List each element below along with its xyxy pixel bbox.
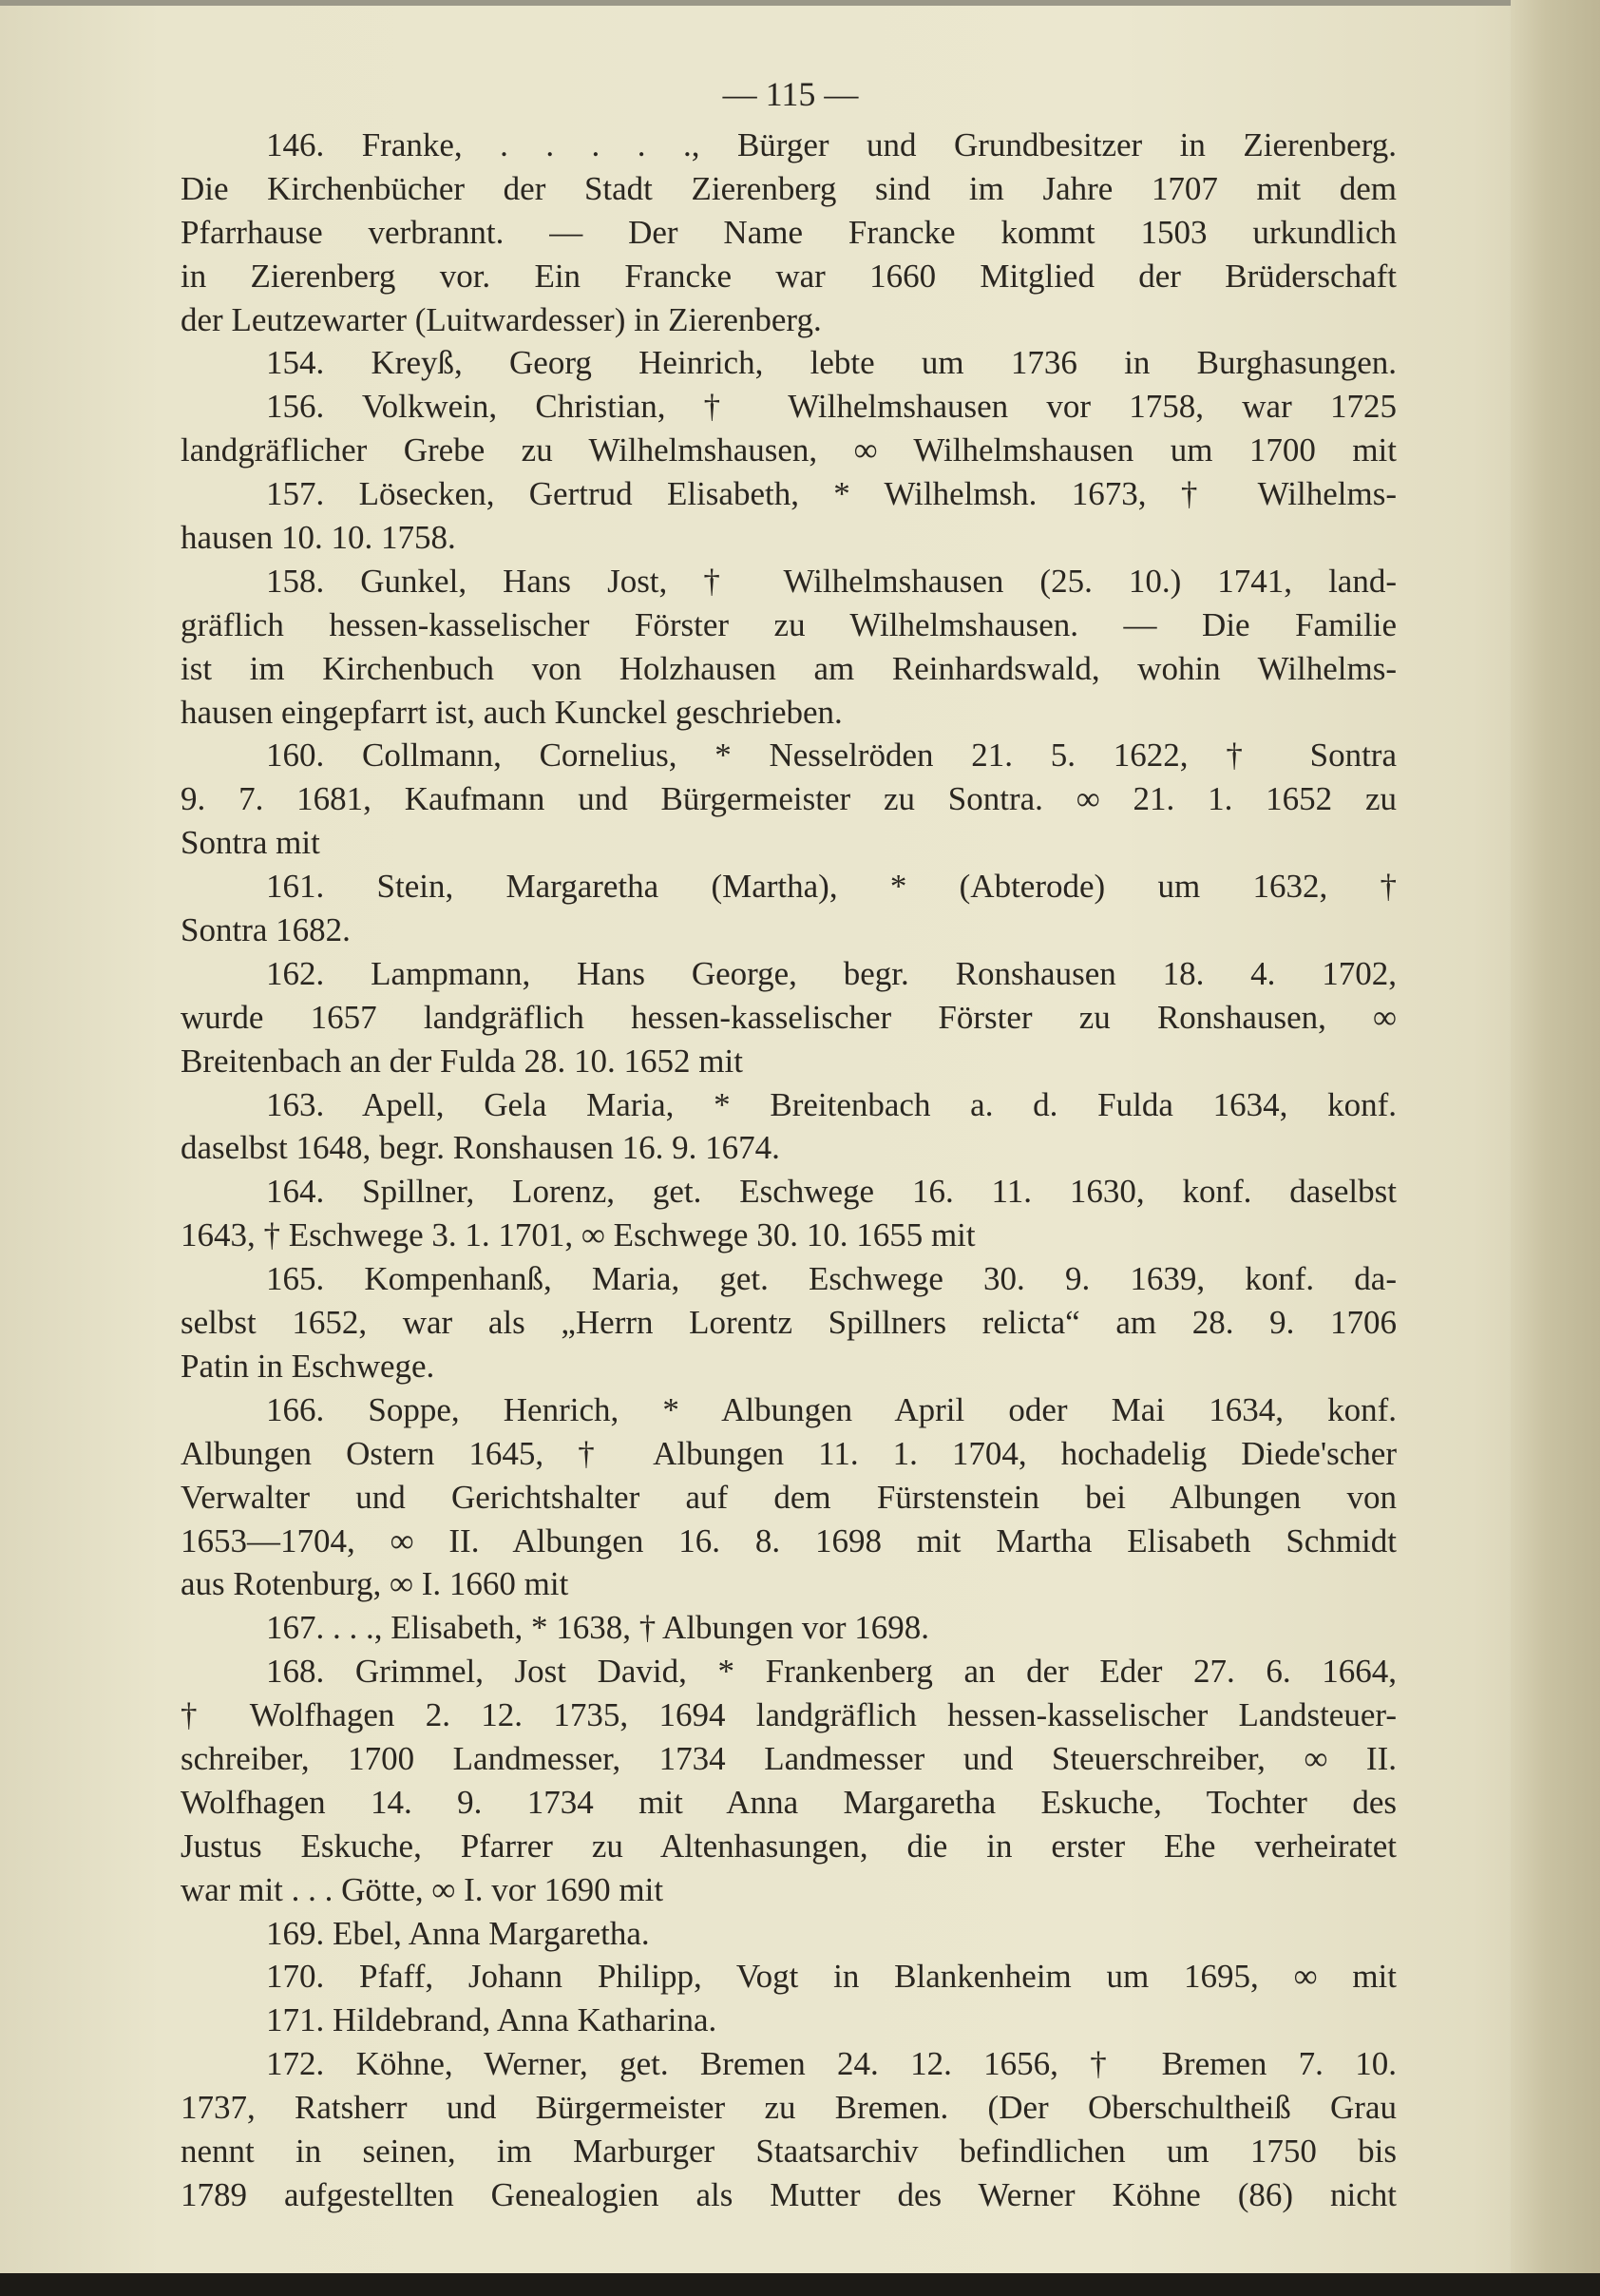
text-line: nennt in seinen, im Marburger Staatsarchiv befindlichen um 1750 bis bbox=[181, 2132, 1397, 2170]
text-line: hausen eingepfarrt ist, auch Kunckel geschrieben. bbox=[181, 693, 843, 731]
text-line: hausen 10. 10. 1758. bbox=[181, 519, 456, 557]
text-line: 1653—1704, ∞ II. Albungen 16. 8. 1698 mit Martha Elisabeth Schmidt bbox=[181, 1521, 1397, 1559]
text-line: wurde 1657 landgräflich hessen-kasselischer Förster zu Ronshausen, ∞ bbox=[181, 998, 1397, 1036]
text-line: 163. Apell, Gela Maria, * Breitenbach a. d. Fulda 1634, konf. bbox=[266, 1085, 1397, 1123]
text-line: aus Rotenburg, ∞ I. 1660 mit bbox=[181, 1565, 569, 1603]
text-line: 146. Franke, . . . . ., Bürger und Grundbesitzer in Zierenberg. bbox=[266, 126, 1397, 163]
page-bottom-edge bbox=[0, 2273, 1600, 2296]
text-line: 1789 aufgestellten Genealogien als Mutter des Werner Köhne (86) nicht bbox=[181, 2175, 1397, 2213]
text-line: 165. Kompenhanß, Maria, get. Eschwege 30. 9. 1639, konf. da- bbox=[266, 1260, 1397, 1298]
text-line: 9. 7. 1681, Kaufmann und Bürgermeister zu Sontra. ∞ 21. 1. 1652 zu bbox=[181, 780, 1397, 818]
text-line: schreiber, 1700 Landmesser, 1734 Landmesser und Steuerschreiber, ∞ II. bbox=[181, 1739, 1397, 1777]
text-line: 1737, Ratsherr und Bürgermeister zu Bremen. (Der Oberschultheiß Grau bbox=[181, 2089, 1397, 2127]
text-line: Breitenbach an der Fulda 28. 10. 1652 mit bbox=[181, 1042, 743, 1080]
text-line: 171. Hildebrand, Anna Katharina. bbox=[266, 2001, 717, 2039]
text-line: 164. Spillner, Lorenz, get. Eschwege 16. 11. 1630, konf. daselbst bbox=[266, 1173, 1397, 1211]
text-line: 154. Kreyß, Georg Heinrich, lebte um 1736 in Burghasungen. bbox=[266, 344, 1397, 382]
text-line: daselbst 1648, begr. Ronshausen 16. 9. 1674. bbox=[181, 1129, 780, 1167]
text-line: ist im Kirchenbuch von Holzhausen am Reinhardswald, wohin Wilhelms- bbox=[181, 649, 1397, 687]
text-line: 170. Pfaff, Johann Philipp, Vogt in Blankenheim um 1695, ∞ mit bbox=[266, 1958, 1397, 1996]
text-line: Pfarrhause verbrannt. — Der Name Francke kommt 1503 urkundlich bbox=[181, 213, 1397, 251]
text-line: Sontra 1682. bbox=[181, 911, 351, 949]
text-line: 168. Grimmel, Jost David, * Frankenberg an der Eder 27. 6. 1664, bbox=[266, 1653, 1397, 1691]
text-line: 161. Stein, Margaretha (Martha), * (Abterode) um 1632, † bbox=[266, 868, 1397, 906]
text-line: der Leutzewarter (Luitwardesser) in Zierenberg. bbox=[181, 300, 822, 338]
text-line: 160. Collmann, Cornelius, * Nesselröden 21. 5. 1622, † Sontra bbox=[266, 737, 1397, 775]
text-line: 169. Ebel, Anna Margaretha. bbox=[266, 1914, 650, 1952]
page-top-edge bbox=[0, 0, 1600, 6]
text-line: Die Kirchenbücher der Stadt Zierenberg sind im Jahre 1707 mit dem bbox=[181, 169, 1397, 207]
text-line: landgräflicher Grebe zu Wilhelmshausen, ∞ Wilhelmshausen um 1700 mit bbox=[181, 431, 1397, 469]
text-line: 167. . . ., Elisabeth, * 1638, † Albungen vor 1698. bbox=[266, 1609, 930, 1647]
text-line: Verwalter und Gerichtshalter auf dem Fürstenstein bei Albungen von bbox=[181, 1478, 1397, 1516]
text-line: war mit . . . Götte, ∞ I. vor 1690 mit bbox=[181, 1870, 664, 1908]
text-line: 157. Lösecken, Gertrud Elisabeth, * Wilhelmsh. 1673, † Wilhelms- bbox=[266, 475, 1397, 513]
text-line: gräflich hessen-kasselischer Förster zu Wilhelmshausen. — Die Familie bbox=[181, 605, 1397, 643]
text-line: 172. Köhne, Werner, get. Bremen 24. 12. 1656, † Bremen 7. 10. bbox=[266, 2045, 1397, 2083]
page-number-text: — 115 — bbox=[722, 75, 859, 113]
page-right-edge bbox=[1511, 0, 1600, 2273]
text-line: in Zierenberg vor. Ein Francke war 1660 Mitglied der Brüderschaft bbox=[181, 257, 1397, 295]
text-line: 156. Volkwein, Christian, † Wilhelmshausen vor 1758, war 1725 bbox=[266, 388, 1397, 426]
text-line: 166. Soppe, Henrich, * Albungen April oder Mai 1634, konf. bbox=[266, 1390, 1397, 1428]
text-line: 162. Lampmann, Hans George, begr. Ronshausen 18. 4. 1702, bbox=[266, 954, 1397, 992]
page-number bbox=[0, 74, 1600, 114]
text-line: Albungen Ostern 1645, † Albungen 11. 1. 1704, hochadelig Diede'scher bbox=[181, 1434, 1397, 1472]
text-line: Justus Eskuche, Pfarrer zu Altenhasungen, die in erster Ehe verheiratet bbox=[181, 1827, 1397, 1865]
text-line: Sontra mit bbox=[181, 824, 320, 862]
text-line: † Wolfhagen 2. 12. 1735, 1694 landgräflich hessen-kasselischer Landsteuer- bbox=[181, 1696, 1397, 1734]
text-line: Wolfhagen 14. 9. 1734 mit Anna Margaretha Eskuche, Tochter des bbox=[181, 1783, 1397, 1821]
text-line: 158. Gunkel, Hans Jost, † Wilhelmshausen (25. 10.) 1741, land- bbox=[266, 562, 1397, 600]
body-text bbox=[181, 124, 1397, 2217]
text-line: 1643, † Eschwege 3. 1. 1701, ∞ Eschwege 30. 10. 1655 mit bbox=[181, 1216, 976, 1254]
text-line: Patin in Eschwege. bbox=[181, 1347, 435, 1385]
text-line: selbst 1652, war als „Herrn Lorentz Spillners relicta“ am 28. 9. 1706 bbox=[181, 1304, 1397, 1342]
